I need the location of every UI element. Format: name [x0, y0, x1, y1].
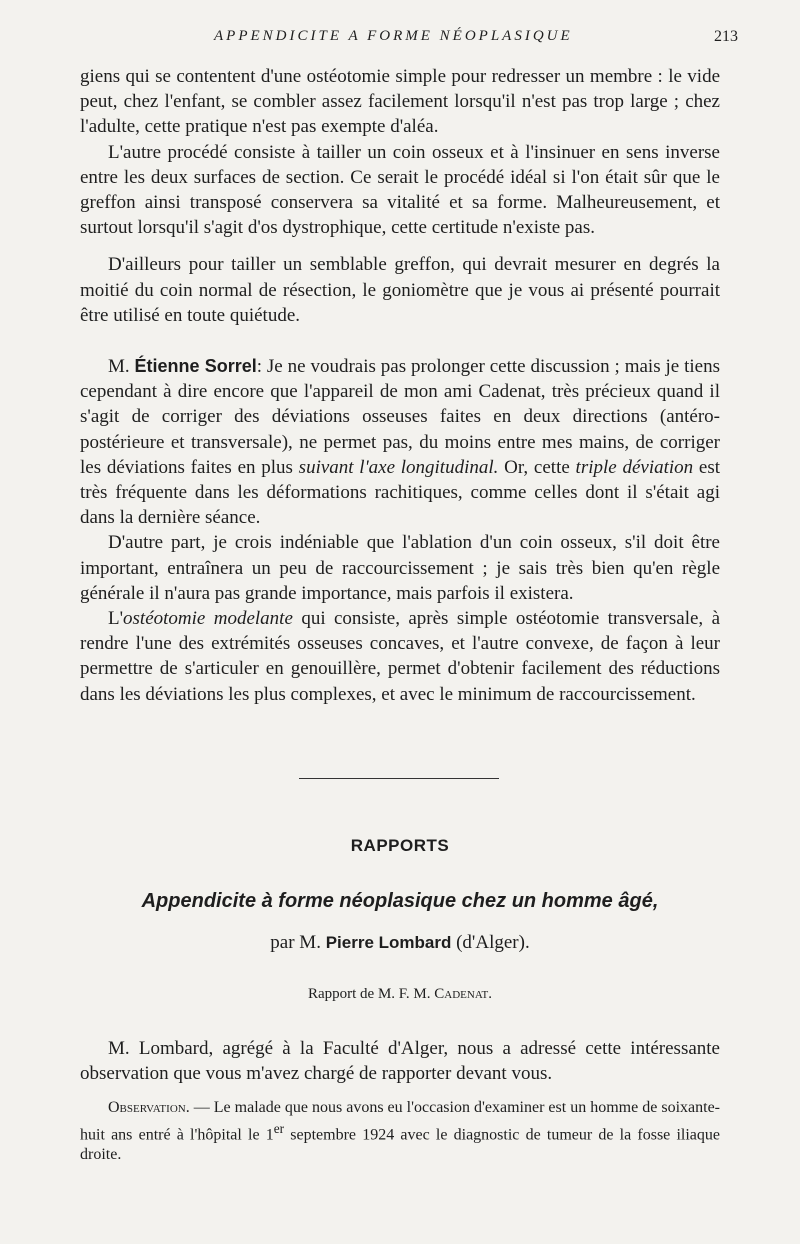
- speaker-title: M.: [108, 356, 130, 378]
- text-run: Or, cette: [498, 456, 570, 478]
- paragraph: D'ailleurs pour tailler un semblable greffon, qui devrait mesurer en degrés la moitié du coin normal de résection, le goniomètre que je vous ai présenté pourrait être utilisé en toute quiétude.: [80, 254, 720, 326]
- byline: [0, 932, 800, 954]
- paragraph: L'autre procédé consiste à tailler un coin osseux et à l'insinuer en sens inverse entre les deux surfaces de section. Ce serait le procédé idéal si l'on était sûr que le greffon ainsi transposé conservera sa vitalité et sa forme. Malheureusement, et surtout lorsqu'il s'agit d'os dystrophique, cette certitude n'existe pas.: [80, 141, 720, 239]
- author-name: Pierre Lombard: [325, 933, 452, 952]
- text-run: L': [108, 608, 124, 630]
- running-title: APPENDICITE A FORME NÉOPLASIQUE: [214, 28, 573, 44]
- italic-run: suivant l'axe longitudinal.: [298, 456, 499, 478]
- paragraph: [80, 606, 720, 707]
- section-divider: [299, 778, 499, 779]
- speaker-name: Étienne Sorrel: [134, 356, 257, 377]
- paragraph: D'autre part, je crois indéniable que l'ablation d'un coin osseux, s'il doit être important, entraînera un peu de raccourcissement ; je sais très bien qu'en règle générale il n'aura pas grande importance, mais parfois il existera.: [80, 532, 720, 604]
- report-title: Appendicite à forme néoplasique chez un homme âgé,: [141, 890, 659, 912]
- text-run: qui consiste, après simple ostéotomie transversale, à rendre l'une des extrémités osseuses concaves, et l'autre convexe, de façon à leur permettre de s'articuler en genouillère, permet d'obtenir facilement des réductions dans les déviations les plus complexes, et avec le minimum de raccourcissement.: [80, 608, 720, 705]
- italic-run: triple déviation: [575, 456, 694, 478]
- discussion-text: [80, 64, 720, 707]
- byline-prefix: par M.: [270, 932, 321, 953]
- italic-run: ostéotomie modelante: [123, 608, 293, 630]
- rapporteur-line: [0, 986, 800, 1003]
- text-run: septembre 1924 avec le diagnostic de tumeur de la fosse iliaque droite.: [80, 1125, 721, 1164]
- text-run: est très fréquente dans les déformations rachitiques, comme celles dont il s'était agi dans la dernière séance.: [80, 456, 721, 529]
- paragraph-sorrel: [80, 354, 720, 530]
- superscript: er: [273, 1120, 285, 1136]
- paragraph: giens qui se contentent d'une ostéotomie simple pour redresser un membre : le vide peut, chez l'enfant, se combler assez facilement lorsqu'il n'est pas trop large ; chez l'adulte, cette pratique n'est pas exempte d'aléa.: [80, 66, 720, 138]
- report-intro: M. Lombard, agrégé à la Faculté d'Alger, nous a adressé cette intéressante observation que vous m'avez chargé de rapporter devant vous.: [80, 1038, 720, 1084]
- observation-label: Observation.: [108, 1099, 190, 1116]
- page-number: 213: [714, 28, 738, 45]
- author-place: (d'Alger).: [456, 932, 530, 953]
- rapport-prefix: Rapport de M. F. M.: [307, 986, 431, 1002]
- section-title: RAPPORTS: [350, 836, 450, 855]
- rapporteur-name: Cadenat.: [434, 986, 493, 1002]
- text-run: : Je ne voudrais pas prolonger cette discussion ; mais je tiens cependant à dire encore que l'appareil de mon ami Cadenat, très précieux quand il s'agit de corriger des déviations osseuses faites en deux directions (antéro-postérieure et transversale), ne permet pas, du moins entre mes mains, de corriger les déviations faites en plus: [80, 356, 720, 478]
- running-head: [0, 28, 800, 50]
- observation-paragraph: [80, 1098, 720, 1166]
- text-run: — Le malade que nous avons eu l'occasion d'examiner est un homme de soixante-huit ans entré à l'hôpital le 1: [80, 1099, 720, 1143]
